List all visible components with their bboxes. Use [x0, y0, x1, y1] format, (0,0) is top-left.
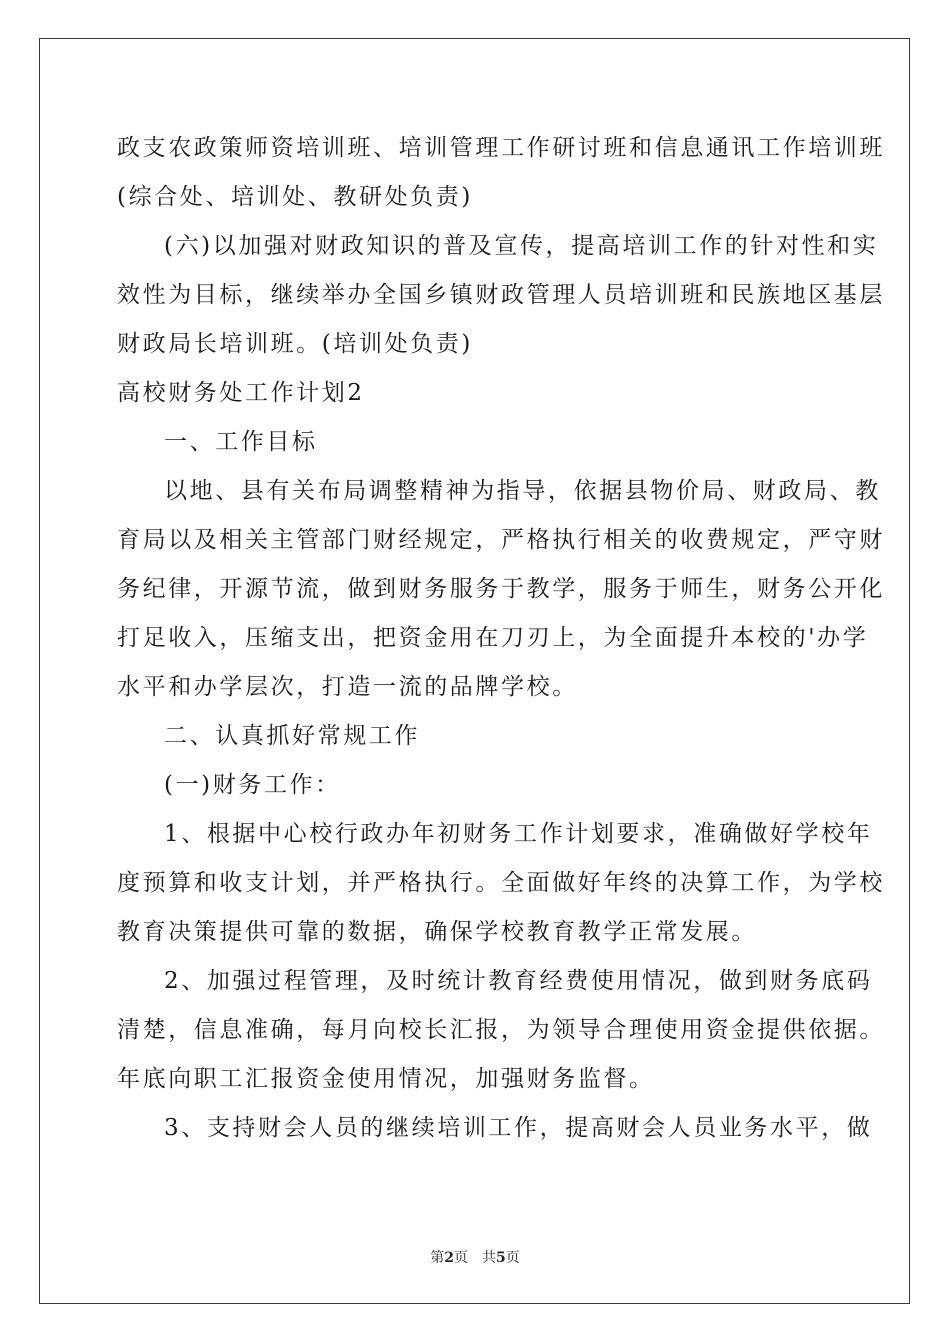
text-line: 育局以及相关主管部门财经规定，严格执行相关的收费规定，严守财 [117, 527, 885, 553]
text-line: 2、加强过程管理，及时统计教育经费使用情况，做到财务底码 [164, 968, 873, 994]
text-line: (综合处、培训处、教研处负责) [117, 184, 473, 210]
text-line: 政支农政策师资培训班、培训管理工作研讨班和信息通讯工作培训班 [117, 135, 885, 161]
page-footer [0, 1247, 950, 1267]
document-body [117, 124, 885, 1153]
text-line: 教育决策提供可靠的数据，确保学校教育教学正常发展。 [117, 919, 757, 945]
text-line: 务纪律，开源节流，做到财务服务于教学，服务于师生，财务公开化 [117, 576, 885, 602]
text-line: (一)财务工作： [164, 772, 341, 798]
text-line: 度预算和收支计划，并严格执行。全面做好年终的决算工作，为学校 [117, 870, 885, 896]
text-line: 清楚，信息准确，每月向校长汇报，为领导合理使用资金提供依据。 [117, 1017, 885, 1043]
text-line: 高校财务处工作计划2 [117, 380, 365, 406]
text-line: 1、根据中心校行政办年初财务工作计划要求，准确做好学校年 [164, 821, 873, 847]
total-page-count: 5 [496, 1250, 506, 1266]
footer-total-suffix: 页 [505, 1250, 520, 1266]
text-line: 水平和办学层次，打造一流的品牌学校。 [117, 674, 578, 700]
text-line: 打足收入，压缩支出，把资金用在刀刃上，为全面提升本校的'办学 [117, 625, 869, 651]
text-line: 年底向职工汇报资金使用情况，加强财务监督。 [117, 1066, 655, 1092]
text-line: 一、工作目标 [164, 429, 318, 455]
text-line: 二、认真抓好常规工作 [164, 723, 420, 749]
current-page-number: 2 [444, 1250, 454, 1266]
text-line: 财政局长培训班。(培训处负责) [117, 331, 473, 357]
text-line: (六)以加强对财政知识的普及宣传，提高培训工作的针对性和实 [164, 233, 879, 259]
text-line: 3、支持财会人员的继续培训工作，提高财会人员业务水平，做 [164, 1115, 873, 1141]
footer-total-prefix: 共 [482, 1250, 496, 1266]
text-line: 以地、县有关布局调整精神为指导，依据县物价局、财政局、教 [164, 478, 881, 504]
footer-page-suffix: 页 [454, 1250, 468, 1266]
footer-prefix: 第 [430, 1250, 445, 1266]
text-line: 效性为目标，继续举办全国乡镇财政管理人员培训班和民族地区基层 [117, 282, 885, 308]
